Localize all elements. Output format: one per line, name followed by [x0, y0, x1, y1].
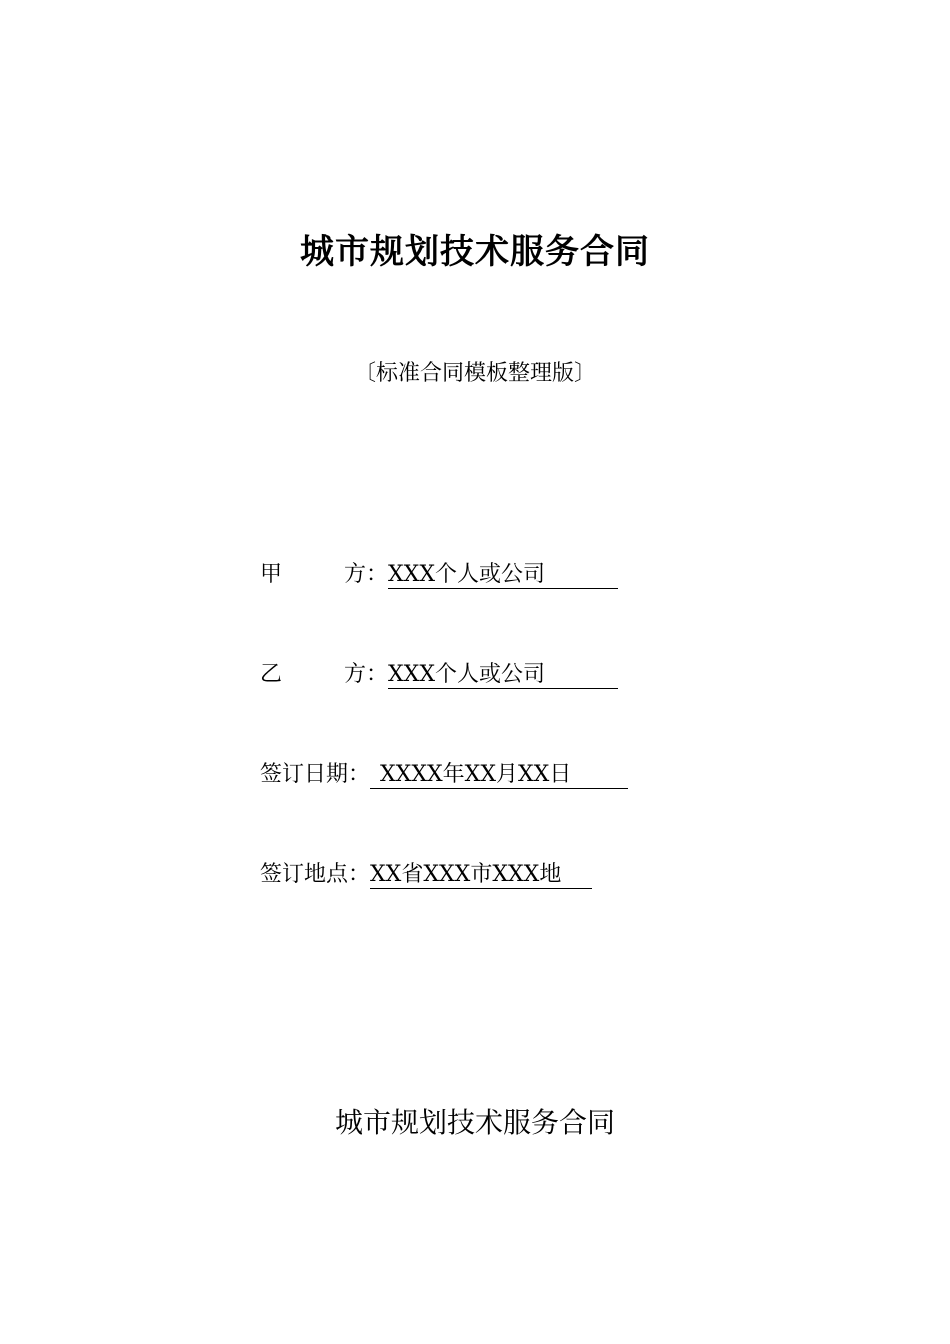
signing-place-value: XX省XXX市XXX地: [370, 862, 592, 889]
party-a-label-char: 甲: [260, 562, 283, 587]
signing-place-field: [260, 858, 592, 892]
signing-date-value: XXXX年XX月XX日: [370, 762, 628, 789]
party-a-label: [260, 558, 388, 592]
party-b-value: XXX个人或公司: [388, 662, 618, 689]
signing-place-label: 签订地点：: [260, 862, 371, 887]
party-b-label-char: 乙: [260, 662, 283, 687]
body-heading: 城市规划技术服务合同: [334, 1106, 615, 1139]
party-a-label-suffix: 方：: [343, 562, 388, 587]
signing-date-label: 签订日期：: [260, 762, 371, 787]
party-b-field: [260, 658, 618, 692]
party-a-field: [260, 558, 618, 592]
document-title: 城市规划技术服务合同: [300, 232, 650, 272]
signing-date-field: [260, 758, 628, 792]
party-b-label-suffix: 方：: [343, 662, 388, 687]
party-b-label: [260, 658, 388, 692]
document-subtitle: 〔标准合同模板整理版〕: [353, 361, 596, 386]
party-a-value: XXX个人或公司: [388, 562, 618, 589]
